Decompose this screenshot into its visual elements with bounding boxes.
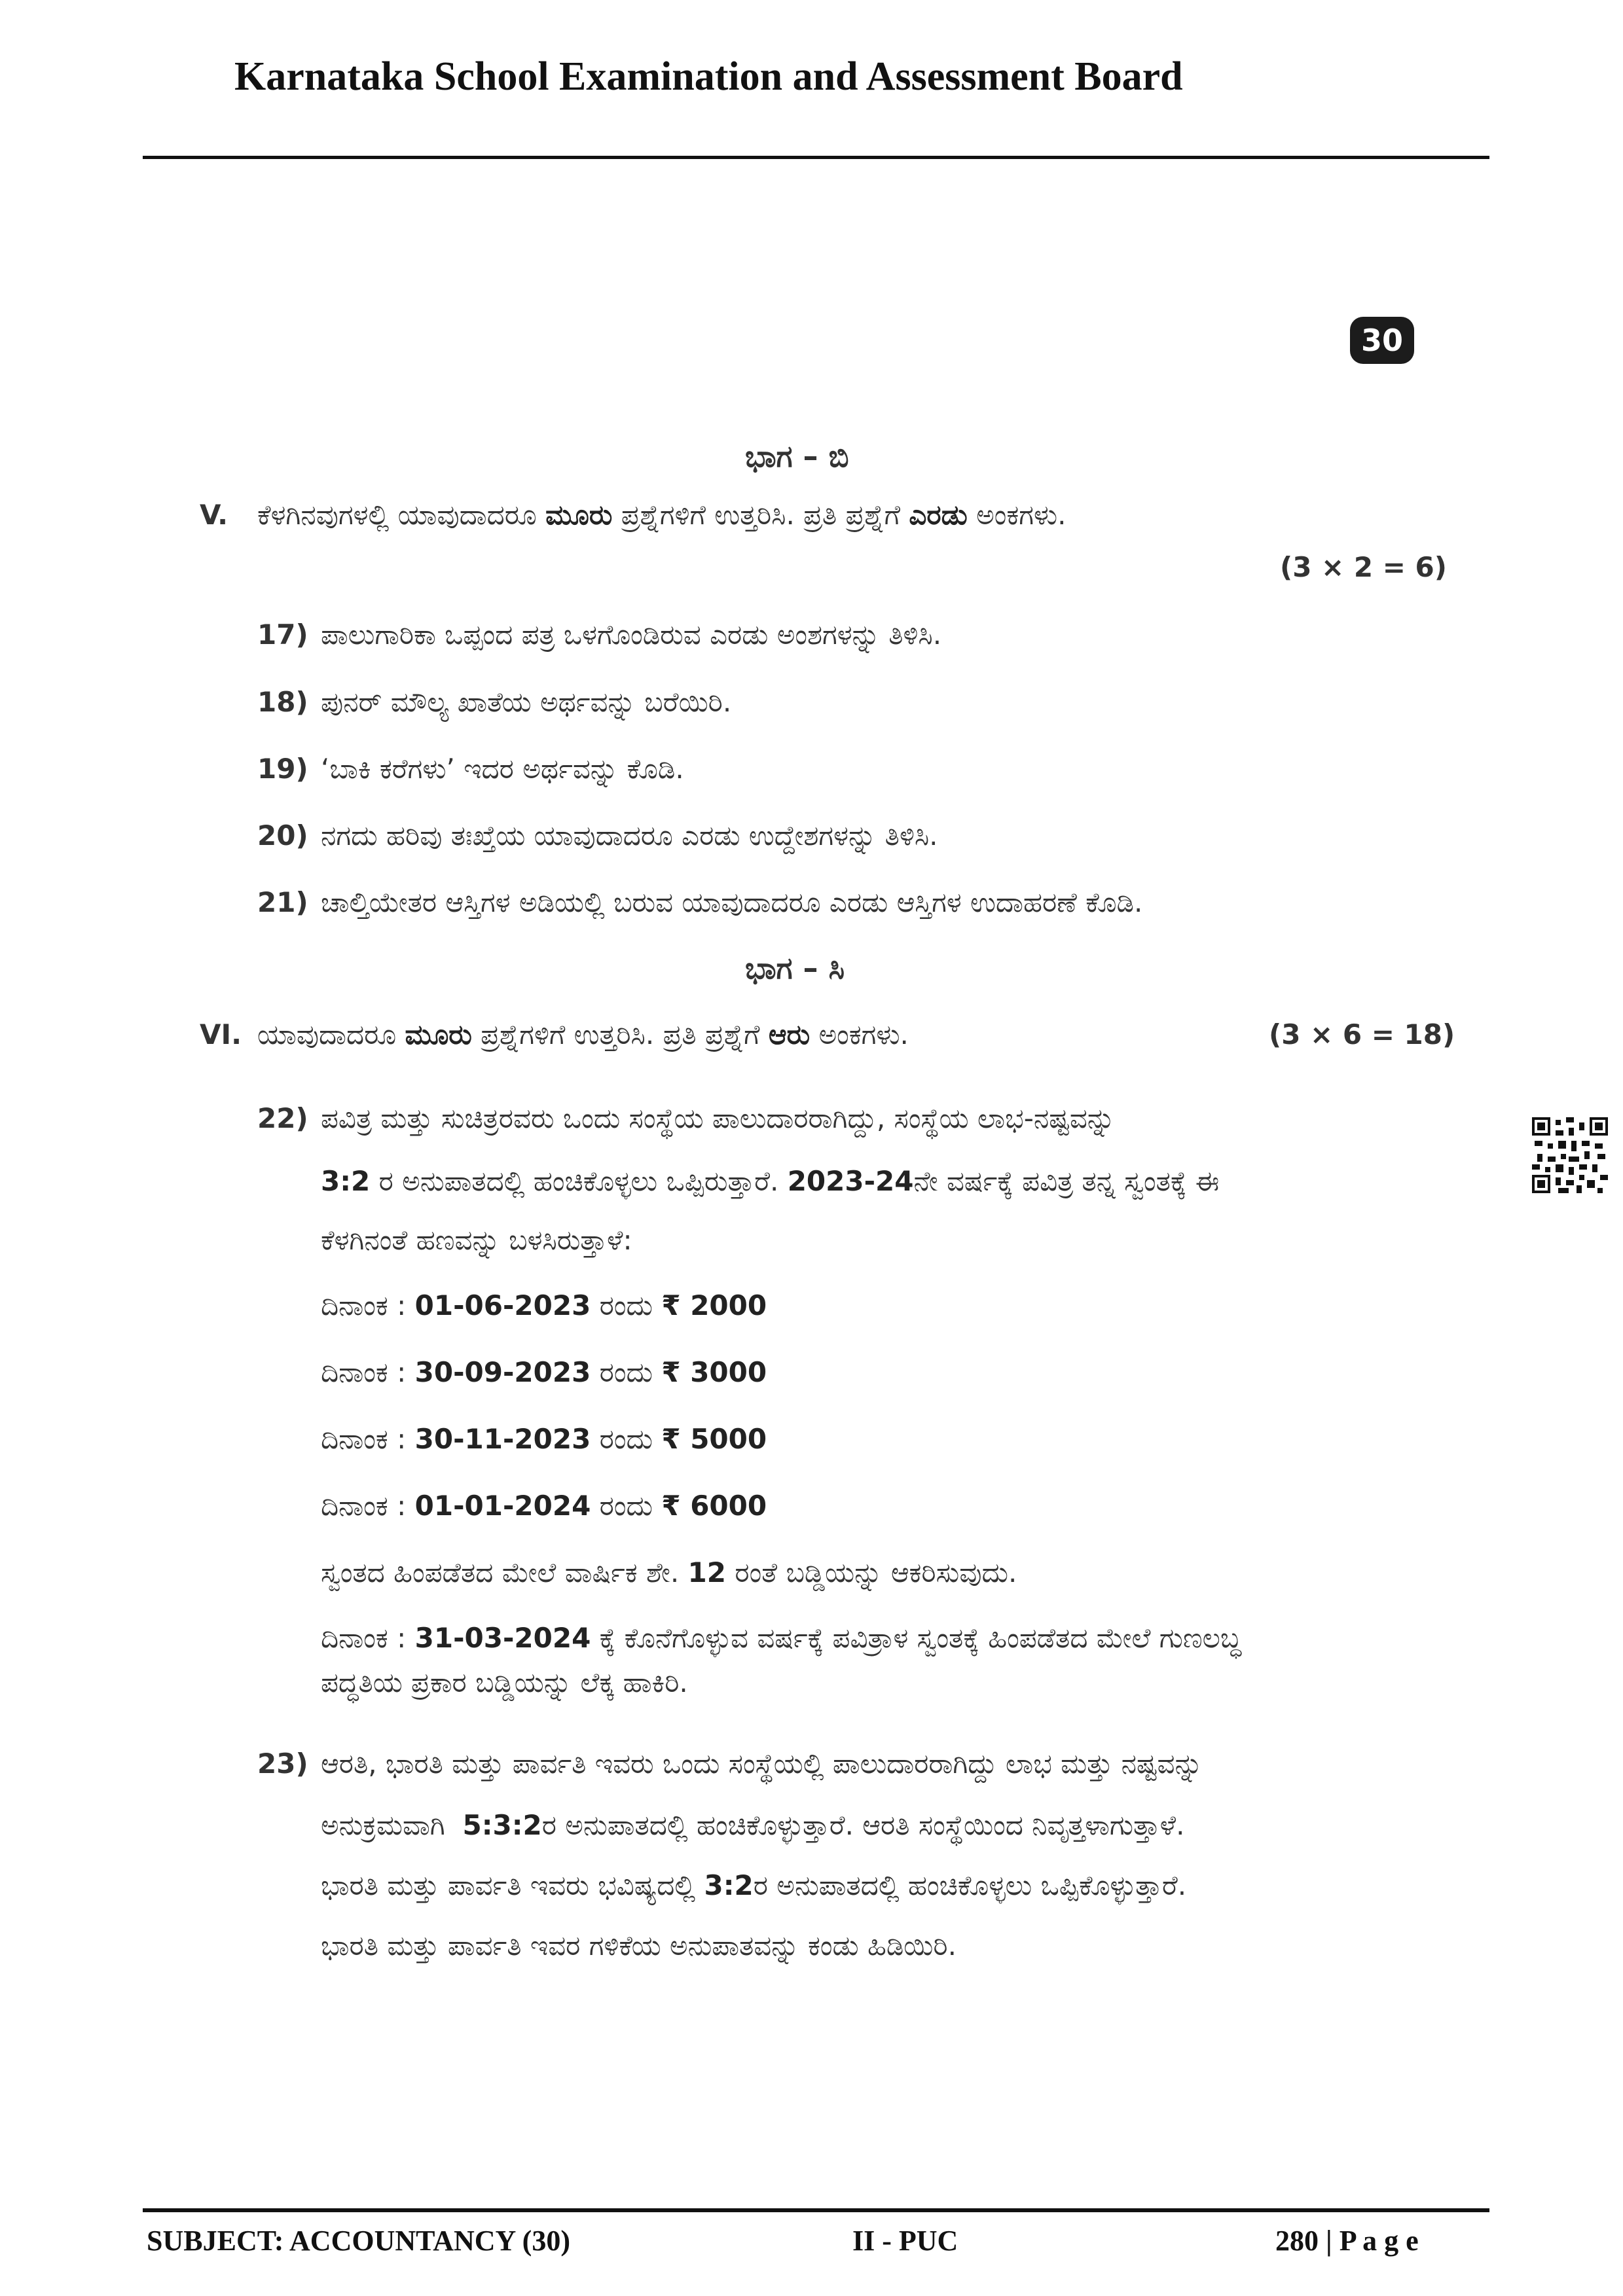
drawing-entry: ದಿನಾಂಕ : 30-11-2023 ರಂದು ₹ 5000 <box>321 1423 767 1455</box>
section-vi-marks: (3 × 6 = 18) <box>1269 1018 1455 1050</box>
question-23-number: 23) <box>257 1748 308 1780</box>
footer-rule <box>143 2208 1489 2212</box>
question-19-number: 19) <box>257 753 308 785</box>
question-20-text: ನಗದು ಹರಿವು ತಃಖ್ತೆಯ ಯಾವುದಾದರೂ ಎರಡು ಉದ್ದೇಶಗಳನ್ನು ತಿಳಿಸಿ. <box>321 819 938 852</box>
question-22-final-line-1: ದಿನಾಂಕ : 31-03-2024 ಕ್ಕೆ ಕೊನೆಗೊಳ್ಳುವ ವರ್ಷಕ್ಕೆ ಪವಿತ್ರಾಳ ಸ್ವಂತಕ್ಕೆ ಹಿಂಪಡೆತದ ಮೇಲೆ ಗುಣಲಬ್ಧ <box>321 1622 1241 1654</box>
question-23-line-4: ಭಾರತಿ ಮತ್ತು ಪಾರ್ವತಿ ಇವರ ಗಳಿಕೆಯ ಅನುಪಾತವನ್ನು ಕಂಡು ಹಿಡಿಯಿರಿ. <box>321 1929 957 1962</box>
header-rule <box>143 156 1489 159</box>
qr-code <box>1532 1117 1608 1193</box>
question-18-text: ಪುನರ್ ಮೌಲ್ಯ ಖಾತೆಯ ಅರ್ಥವನ್ನು ಬರೆಯಿರಿ. <box>321 686 732 718</box>
footer-page-number: 280 | P a g e <box>1275 2225 1419 2257</box>
paper-code-badge: 30 <box>1350 317 1414 364</box>
question-21-number: 21) <box>257 886 308 918</box>
drawing-entry: ದಿನಾಂಕ : 30-09-2023 ರಂದು ₹ 3000 <box>321 1356 767 1388</box>
question-17-text: ಪಾಲುಗಾರಿಕಾ ಒಪ್ಪಂದ ಪತ್ರ ಒಳಗೊಂಡಿರುವ ಎರಡು ಅಂಶಗಳನ್ನು ತಿಳಿಸಿ. <box>321 619 942 651</box>
section-vi-number: VI. <box>200 1018 242 1050</box>
section-v-marks: (3 × 2 = 6) <box>1280 551 1447 583</box>
section-vi-instruction: ಯಾವುದಾದರೂ ಮೂರು ಪ್ರಶ್ನೆಗಳಿಗೆ ಉತ್ತರಿಸಿ. ಪ್ರತಿ ಪ್ರಶ್ನೆಗೆ ಆರು ಅಂಕಗಳು. <box>257 1018 909 1050</box>
footer-class: II - PUC <box>852 2225 958 2257</box>
footer-subject: SUBJECT: ACCOUNTANCY (30) <box>147 2225 570 2257</box>
question-21-text: ಚಾಲ್ತಿಯೇತರ ಆಸ್ತಿಗಳ ಅಡಿಯಲ್ಲಿ ಬರುವ ಯಾವುದಾದರೂ ಎರಡು ಆಸ್ತಿಗಳ ಉದಾಹರಣೆ ಕೊಡಿ. <box>321 886 1143 918</box>
part-c-heading: ಭಾಗ – ಸಿ <box>745 950 845 986</box>
question-22-line-3: ಕೆಳಗಿನಂತೆ ಹಣವನ್ನು ಬಳಸಿರುತ್ತಾಳೆ: <box>321 1224 632 1256</box>
question-23-line-2: ಅನುಕ್ರಮವಾಗಿ 5:3:2ರ ಅನುಪಾತದಲ್ಲಿ ಹಂಚಿಕೊಳ್ಳುತ್ತಾರೆ. ಆರತಿ ಸಂಸ್ಥೆಯಿಂದ ನಿವೃತ್ತಳಾಗುತ್ತಾಳೆ. <box>321 1809 1185 1841</box>
section-v-number: V. <box>200 499 228 531</box>
drawing-entry: ದಿನಾಂಕ : 01-06-2023 ರಂದು ₹ 2000 <box>321 1289 767 1321</box>
question-19-text: ‘ಬಾಕಿ ಕರೆಗಳು’ ಇದರ ಅರ್ಥವನ್ನು ಕೊಡಿ. <box>321 753 684 785</box>
board-title: Karnataka School Examination and Assessment Board <box>234 54 1183 99</box>
question-20-number: 20) <box>257 819 308 852</box>
question-22-number: 22) <box>257 1102 308 1134</box>
interest-rate-line: ಸ್ವಂತದ ಹಿಂಪಡೆತದ ಮೇಲೆ ವಾರ್ಷಿಕ ಶೇ. 12 ರಂತೆ ಬಡ್ಡಿಯನ್ನು ಆಕರಿಸುವುದು. <box>321 1556 1017 1588</box>
question-23-line-3: ಭಾರತಿ ಮತ್ತು ಪಾರ್ವತಿ ಇವರು ಭವಿಷ್ಯದಲ್ಲಿ 3:2ರ ಅನುಪಾತದಲ್ಲಿ ಹಂಚಿಕೊಳ್ಳಲು ಒಪ್ಪಿಕೊಳ್ಳುತ್ತಾರೆ. <box>321 1869 1187 1901</box>
question-23-line-1: ಆರತಿ, ಭಾರತಿ ಮತ್ತು ಪಾರ್ವತಿ ಇವರು ಒಂದು ಸಂಸ್ಥೆಯಲ್ಲಿ ಪಾಲುದಾರರಾಗಿದ್ದು ಲಾಭ ಮತ್ತು ನಷ್ಟವನ್ನು <box>321 1748 1203 1780</box>
question-22-line-1: ಪವಿತ್ರ ಮತ್ತು ಸುಚಿತ್ರರವರು ಒಂದು ಸಂಸ್ಥೆಯ ಪಾಲುದಾರರಾಗಿದ್ದು, ಸಂಸ್ಥೆಯ ಲಾಭ-ನಷ್ಟವನ್ನು <box>321 1102 1116 1134</box>
question-17-number: 17) <box>257 619 308 651</box>
drawing-entry: ದಿನಾಂಕ : 01-01-2024 ರಂದು ₹ 6000 <box>321 1490 767 1522</box>
question-22-final-line-2: ಪದ್ಧತಿಯ ಪ್ರಕಾರ ಬಡ್ಡಿಯನ್ನು ಲೆಕ್ಕ ಹಾಕಿರಿ. <box>321 1666 688 1698</box>
question-18-number: 18) <box>257 686 308 718</box>
question-22-line-2: 3:2 ರ ಅನುಪಾತದಲ್ಲಿ ಹಂಚಿಕೊಳ್ಳಲು ಒಪ್ಪಿರುತ್ತಾರೆ. 2023-24ನೇ ವರ್ಷಕ್ಕೆ ಪವಿತ್ರ ತನ್ನ ಸ್ವಂತಕ್ಕೆ ಈ <box>321 1165 1220 1197</box>
section-v-instruction: ಕೆಳಗಿನವುಗಳಲ್ಲಿ ಯಾವುದಾದರೂ ಮೂರು ಪ್ರಶ್ನೆಗಳಿಗೆ ಉತ್ತರಿಸಿ. ಪ್ರತಿ ಪ್ರಶ್ನೆಗೆ ಎರಡು ಅಂಕಗಳು. <box>257 499 1067 531</box>
part-b-heading: ಭಾಗ – ಬಿ <box>745 439 849 474</box>
